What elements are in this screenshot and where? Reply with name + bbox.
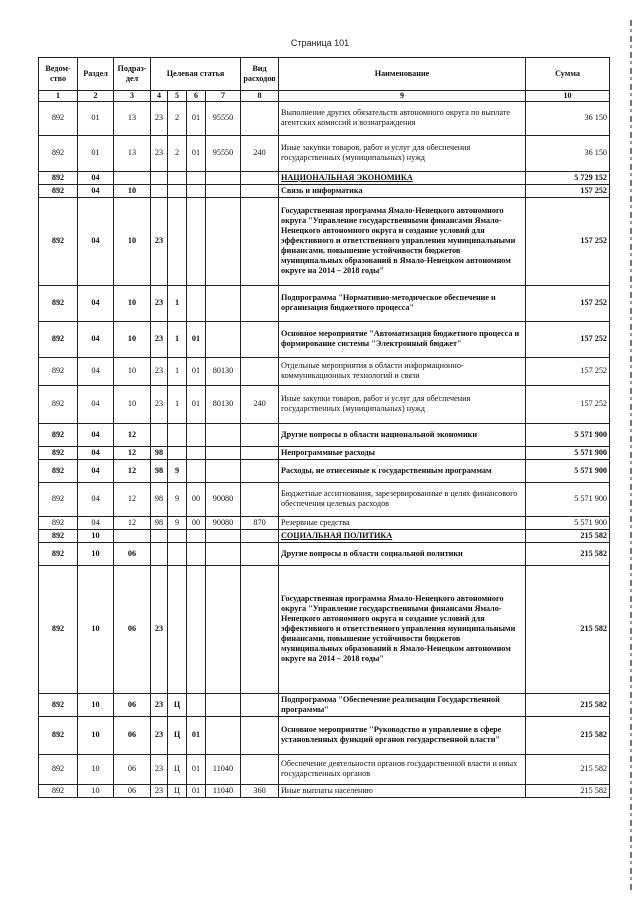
direction-code-cell: 90080 <box>206 516 241 529</box>
vedomstvo-cell: 892 <box>39 482 78 516</box>
event-code-cell <box>187 693 206 716</box>
header-row <box>39 58 610 91</box>
name-text: Другие вопросы в области социальной политики <box>281 548 463 558</box>
subprogram-code-cell: Ц <box>168 784 187 797</box>
event-code-cell: 01 <box>187 101 206 135</box>
razdel-cell: 10 <box>78 716 114 754</box>
razdel-cell: 01 <box>78 135 114 171</box>
vid-raskhodov-cell: 870 <box>241 516 279 529</box>
razdel-cell: 01 <box>78 101 114 135</box>
name-text: Основное мероприятие "Руководство и управление в сфере установленных функций органов государственной власти" <box>281 725 502 745</box>
program-code-cell <box>151 542 168 565</box>
table-row <box>39 423 610 446</box>
razdel-cell: 04 <box>78 357 114 385</box>
table-row <box>39 101 610 135</box>
name-cell <box>279 754 526 784</box>
name-text: Основное мероприятие "Автоматизация бюджетного процесса и формирование системы "Электронный бюджет" <box>281 329 520 349</box>
column-number: 7 <box>206 91 241 102</box>
name-cell <box>279 321 526 357</box>
event-code-cell <box>187 171 206 184</box>
direction-code-cell: 95550 <box>206 101 241 135</box>
name-cell <box>279 459 526 482</box>
vedomstvo-cell: 892 <box>39 197 78 285</box>
table-row <box>39 446 610 459</box>
vid-raskhodov-cell <box>241 693 279 716</box>
vid-raskhodov-cell <box>241 542 279 565</box>
header-summa: Сумма <box>526 58 610 91</box>
name-text: Связь и информатика <box>281 185 363 195</box>
event-code-cell: 00 <box>187 516 206 529</box>
program-code-cell: 23 <box>151 693 168 716</box>
event-code-cell <box>187 184 206 197</box>
name-text: Обеспечение деятельности органов государственной власти и иных государственных органов <box>281 759 518 779</box>
event-code-cell <box>187 446 206 459</box>
sum-cell: 157 252 <box>526 197 610 285</box>
razdel-cell: 04 <box>78 285 114 321</box>
table-row <box>39 197 610 285</box>
subprogram-code-cell: 9 <box>168 459 187 482</box>
name-cell <box>279 285 526 321</box>
subprogram-code-cell: 1 <box>168 321 187 357</box>
name-cell <box>279 693 526 716</box>
razdel-cell: 10 <box>78 784 114 797</box>
podrazdel-cell: 12 <box>114 459 151 482</box>
podrazdel-cell <box>114 529 151 542</box>
direction-code-cell <box>206 716 241 754</box>
name-cell <box>279 565 526 693</box>
budget-table-body <box>39 101 610 797</box>
direction-code-cell: 90080 <box>206 482 241 516</box>
name-cell <box>279 171 526 184</box>
vid-raskhodov-cell <box>241 357 279 385</box>
razdel-cell: 10 <box>78 754 114 784</box>
podrazdel-cell: 10 <box>114 285 151 321</box>
name-text: Расходы, не отнесенные к государственным программам <box>281 465 492 475</box>
table-row <box>39 693 610 716</box>
razdel-cell: 04 <box>78 459 114 482</box>
sum-cell: 5 571 900 <box>526 459 610 482</box>
direction-code-cell <box>206 423 241 446</box>
table-row <box>39 459 610 482</box>
vid-raskhodov-cell <box>241 459 279 482</box>
event-code-cell: 00 <box>187 482 206 516</box>
podrazdel-cell: 12 <box>114 482 151 516</box>
name-cell <box>279 784 526 797</box>
header-celevaya-statya: Целевая статья <box>151 58 241 91</box>
program-code-cell: 23 <box>151 754 168 784</box>
name-text: Государственная программа Ямало-Ненецкого автономного округа "Управление государственными финансами Ямало-Ненецкого автономного округа и создание условий для эффективного и ответственного управления муниципальными финансами, повышение устойчивости бюджетов муниципальных образований в Ямало-Ненецком автономном округе на 2014 – 2018 годы" <box>281 594 516 664</box>
sum-cell: 215 582 <box>526 529 610 542</box>
subprogram-code-cell <box>168 542 187 565</box>
razdel-cell: 10 <box>78 693 114 716</box>
header-vid-raskhodov: Вид расходов <box>241 58 279 91</box>
sum-cell: 36 150 <box>526 135 610 171</box>
header-razdel: Раздел <box>78 58 114 91</box>
subprogram-code-cell: Ц <box>168 716 187 754</box>
vid-raskhodov-cell <box>241 482 279 516</box>
name-cell <box>279 357 526 385</box>
direction-code-cell <box>206 197 241 285</box>
sum-cell: 5 571 900 <box>526 446 610 459</box>
event-code-cell: 01 <box>187 135 206 171</box>
vedomstvo-cell: 892 <box>39 423 78 446</box>
vid-raskhodov-cell: 240 <box>241 385 279 423</box>
event-code-cell: 01 <box>187 321 206 357</box>
podrazdel-cell: 10 <box>114 184 151 197</box>
direction-code-cell <box>206 285 241 321</box>
table-row <box>39 784 610 797</box>
page-number-label: Страница 101 <box>290 38 350 48</box>
event-code-cell: 01 <box>187 784 206 797</box>
name-cell <box>279 385 526 423</box>
subprogram-code-cell: 2 <box>168 101 187 135</box>
event-code-cell <box>187 423 206 446</box>
vid-raskhodov-cell <box>241 184 279 197</box>
name-cell <box>279 197 526 285</box>
razdel-cell: 04 <box>78 516 114 529</box>
vid-raskhodov-cell <box>241 529 279 542</box>
table-row <box>39 357 610 385</box>
sum-cell: 157 252 <box>526 357 610 385</box>
column-number: 8 <box>241 91 279 102</box>
program-code-cell: 23 <box>151 716 168 754</box>
sum-cell: 5 571 900 <box>526 423 610 446</box>
sum-cell: 5 729 152 <box>526 171 610 184</box>
direction-code-cell: 95550 <box>206 135 241 171</box>
vedomstvo-cell: 892 <box>39 542 78 565</box>
event-code-cell <box>187 529 206 542</box>
subprogram-code-cell: 1 <box>168 357 187 385</box>
vedomstvo-cell: 892 <box>39 459 78 482</box>
razdel-cell: 04 <box>78 385 114 423</box>
table-row <box>39 516 610 529</box>
podrazdel-cell: 06 <box>114 754 151 784</box>
name-cell <box>279 516 526 529</box>
vedomstvo-cell: 892 <box>39 565 78 693</box>
table-row <box>39 385 610 423</box>
column-number: 5 <box>168 91 187 102</box>
podrazdel-cell: 12 <box>114 516 151 529</box>
podrazdel-cell: 10 <box>114 321 151 357</box>
budget-table <box>38 57 610 798</box>
name-text: Подпрограмма "Обеспечение реализации Государственной программы" <box>281 694 500 714</box>
podrazdel-cell: 10 <box>114 357 151 385</box>
name-cell <box>279 482 526 516</box>
vid-raskhodov-cell <box>241 565 279 693</box>
vedomstvo-cell: 892 <box>39 516 78 529</box>
vedomstvo-cell: 892 <box>39 171 78 184</box>
name-text: Резервные средства <box>281 517 350 527</box>
event-code-cell <box>187 459 206 482</box>
razdel-cell: 04 <box>78 197 114 285</box>
podrazdel-cell: 10 <box>114 197 151 285</box>
name-text: Выполнение других обязательств автономного округа по выплате агентских комиссий и вознаграждения <box>281 108 510 128</box>
sum-cell: 157 252 <box>526 184 610 197</box>
vedomstvo-cell: 892 <box>39 716 78 754</box>
program-code-cell: 23 <box>151 135 168 171</box>
razdel-cell: 10 <box>78 542 114 565</box>
program-code-cell: 98 <box>151 459 168 482</box>
name-text: Отдельные мероприятия в области информационно-коммуникационных технологий и связи <box>281 361 464 381</box>
sum-cell: 215 582 <box>526 542 610 565</box>
subprogram-code-cell <box>168 565 187 693</box>
subprogram-code-cell <box>168 423 187 446</box>
header-naimenovanie: Наименование <box>279 58 526 91</box>
direction-code-cell: 11040 <box>206 784 241 797</box>
name-text: Государственная программа Ямало-Ненецкого автономного округа "Управление государственными финансами Ямало-Ненецкого автономного округа и создание условий для эффективного и ответственного управления муниципальными финансами, повышение устойчивости бюджетов муниципальных образований в Ямало-Ненецком автономном округе на 2014 – 2018 годы" <box>281 206 516 276</box>
vid-raskhodov-cell <box>241 285 279 321</box>
vedomstvo-cell: 892 <box>39 101 78 135</box>
program-code-cell: 98 <box>151 446 168 459</box>
podrazdel-cell: 12 <box>114 423 151 446</box>
podrazdel-cell: 13 <box>114 135 151 171</box>
program-code-cell: 98 <box>151 482 168 516</box>
sum-cell: 215 582 <box>526 716 610 754</box>
vedomstvo-cell: 892 <box>39 693 78 716</box>
podrazdel-cell: 06 <box>114 565 151 693</box>
program-code-cell <box>151 184 168 197</box>
table-row <box>39 184 610 197</box>
vid-raskhodov-cell <box>241 171 279 184</box>
podrazdel-cell: 06 <box>114 784 151 797</box>
name-cell <box>279 542 526 565</box>
direction-code-cell <box>206 171 241 184</box>
vid-raskhodov-cell: 360 <box>241 784 279 797</box>
program-code-cell: 23 <box>151 385 168 423</box>
name-text: Бюджетные ассигнования, зарезервированные в целях финансового обеспечения целевых расходов <box>281 489 518 509</box>
vid-raskhodov-cell <box>241 321 279 357</box>
direction-code-cell <box>206 565 241 693</box>
vid-raskhodov-cell <box>241 716 279 754</box>
razdel-cell: 04 <box>78 423 114 446</box>
sum-cell: 157 252 <box>526 385 610 423</box>
name-text: Иные закупки товаров, работ и услуг для обеспечения государственных (муниципальных) нужд <box>281 394 471 414</box>
podrazdel-cell: 06 <box>114 716 151 754</box>
name-cell <box>279 423 526 446</box>
event-code-cell: 01 <box>187 754 206 784</box>
column-number: 9 <box>279 91 526 102</box>
direction-code-cell <box>206 446 241 459</box>
table-row <box>39 529 610 542</box>
name-text: Иные закупки товаров, работ и услуг для обеспечения государственных (муниципальных) нужд <box>281 143 471 163</box>
vedomstvo-cell: 892 <box>39 784 78 797</box>
sum-cell: 215 582 <box>526 693 610 716</box>
table-row <box>39 285 610 321</box>
program-code-cell: 23 <box>151 357 168 385</box>
column-number: 4 <box>151 91 168 102</box>
event-code-cell <box>187 565 206 693</box>
subprogram-code-cell: 1 <box>168 385 187 423</box>
subprogram-code-cell: Ц <box>168 693 187 716</box>
vedomstvo-cell: 892 <box>39 184 78 197</box>
vedomstvo-cell: 892 <box>39 385 78 423</box>
column-number: 6 <box>187 91 206 102</box>
name-cell <box>279 529 526 542</box>
name-text: Иные выплаты населению <box>281 785 373 795</box>
vid-raskhodov-cell <box>241 446 279 459</box>
direction-code-cell: 80130 <box>206 357 241 385</box>
program-code-cell: 23 <box>151 101 168 135</box>
vedomstvo-cell: 892 <box>39 754 78 784</box>
column-number: 3 <box>114 91 151 102</box>
direction-code-cell <box>206 542 241 565</box>
program-code-cell <box>151 529 168 542</box>
podrazdel-cell: 10 <box>114 385 151 423</box>
sum-cell: 157 252 <box>526 285 610 321</box>
direction-code-cell: 80130 <box>206 385 241 423</box>
vid-raskhodov-cell <box>241 101 279 135</box>
event-code-cell <box>187 197 206 285</box>
event-code-cell <box>187 542 206 565</box>
subprogram-code-cell: Ц <box>168 754 187 784</box>
sum-cell: 36 150 <box>526 101 610 135</box>
scan-edge-line <box>630 20 632 890</box>
razdel-cell: 04 <box>78 171 114 184</box>
column-number: 1 <box>39 91 78 102</box>
event-code-cell <box>187 285 206 321</box>
subprogram-code-cell: 9 <box>168 482 187 516</box>
sum-cell: 215 582 <box>526 784 610 797</box>
razdel-cell: 10 <box>78 565 114 693</box>
table-row <box>39 135 610 171</box>
podrazdel-cell <box>114 171 151 184</box>
name-text: Непрограммные расходы <box>281 447 376 457</box>
header-vedomstvo: Ведом-ство <box>39 58 78 91</box>
table-row <box>39 565 610 693</box>
subprogram-code-cell <box>168 446 187 459</box>
event-code-cell: 01 <box>187 357 206 385</box>
program-code-cell: 23 <box>151 784 168 797</box>
table-row <box>39 542 610 565</box>
program-code-cell: 98 <box>151 516 168 529</box>
direction-code-cell <box>206 184 241 197</box>
column-numbers-row <box>39 91 610 102</box>
subprogram-code-cell <box>168 529 187 542</box>
vedomstvo-cell: 892 <box>39 135 78 171</box>
direction-code-cell <box>206 459 241 482</box>
name-text: Подпрограмма "Нормативно-методическое обеспечение и организация бюджетного процесса" <box>281 293 496 313</box>
vedomstvo-cell: 892 <box>39 446 78 459</box>
razdel-cell: 04 <box>78 482 114 516</box>
razdel-cell: 04 <box>78 321 114 357</box>
header-podrazdel: Подраз-дел <box>114 58 151 91</box>
program-code-cell: 23 <box>151 197 168 285</box>
table-row <box>39 482 610 516</box>
column-number: 10 <box>526 91 610 102</box>
table-row <box>39 716 610 754</box>
vid-raskhodov-cell: 240 <box>241 135 279 171</box>
program-code-cell: 23 <box>151 565 168 693</box>
name-cell <box>279 184 526 197</box>
name-text: Другие вопросы в области национальной экономики <box>281 429 478 439</box>
vedomstvo-cell: 892 <box>39 357 78 385</box>
subprogram-code-cell: 2 <box>168 135 187 171</box>
sum-cell: 215 582 <box>526 565 610 693</box>
vedomstvo-cell: 892 <box>39 285 78 321</box>
table-row <box>39 321 610 357</box>
razdel-cell: 10 <box>78 529 114 542</box>
sum-cell: 5 571 900 <box>526 516 610 529</box>
vid-raskhodov-cell <box>241 754 279 784</box>
vid-raskhodov-cell <box>241 423 279 446</box>
sum-cell: 5 571 900 <box>526 482 610 516</box>
direction-code-cell <box>206 321 241 357</box>
subprogram-code-cell <box>168 197 187 285</box>
table-row <box>39 171 610 184</box>
subprogram-code-cell: 9 <box>168 516 187 529</box>
podrazdel-cell: 12 <box>114 446 151 459</box>
podrazdel-cell: 13 <box>114 101 151 135</box>
program-code-cell <box>151 171 168 184</box>
vid-raskhodov-cell <box>241 197 279 285</box>
column-number: 2 <box>78 91 114 102</box>
subprogram-code-cell <box>168 171 187 184</box>
sum-cell: 157 252 <box>526 321 610 357</box>
name-text: НАЦИОНАЛЬНАЯ ЭКОНОМИКА <box>281 172 413 182</box>
podrazdel-cell: 06 <box>114 542 151 565</box>
direction-code-cell <box>206 693 241 716</box>
event-code-cell: 01 <box>187 385 206 423</box>
vedomstvo-cell: 892 <box>39 529 78 542</box>
vedomstvo-cell: 892 <box>39 321 78 357</box>
subprogram-code-cell: 1 <box>168 285 187 321</box>
direction-code-cell <box>206 529 241 542</box>
direction-code-cell: 11040 <box>206 754 241 784</box>
event-code-cell: 01 <box>187 716 206 754</box>
program-code-cell <box>151 423 168 446</box>
name-cell <box>279 135 526 171</box>
podrazdel-cell: 06 <box>114 693 151 716</box>
name-cell <box>279 101 526 135</box>
program-code-cell: 23 <box>151 285 168 321</box>
program-code-cell: 23 <box>151 321 168 357</box>
sum-cell: 215 582 <box>526 754 610 784</box>
name-cell <box>279 446 526 459</box>
name-cell <box>279 716 526 754</box>
subprogram-code-cell <box>168 184 187 197</box>
table-row <box>39 754 610 784</box>
razdel-cell: 04 <box>78 184 114 197</box>
name-text: СОЦИАЛЬНАЯ ПОЛИТИКА <box>281 530 393 540</box>
razdel-cell: 04 <box>78 446 114 459</box>
